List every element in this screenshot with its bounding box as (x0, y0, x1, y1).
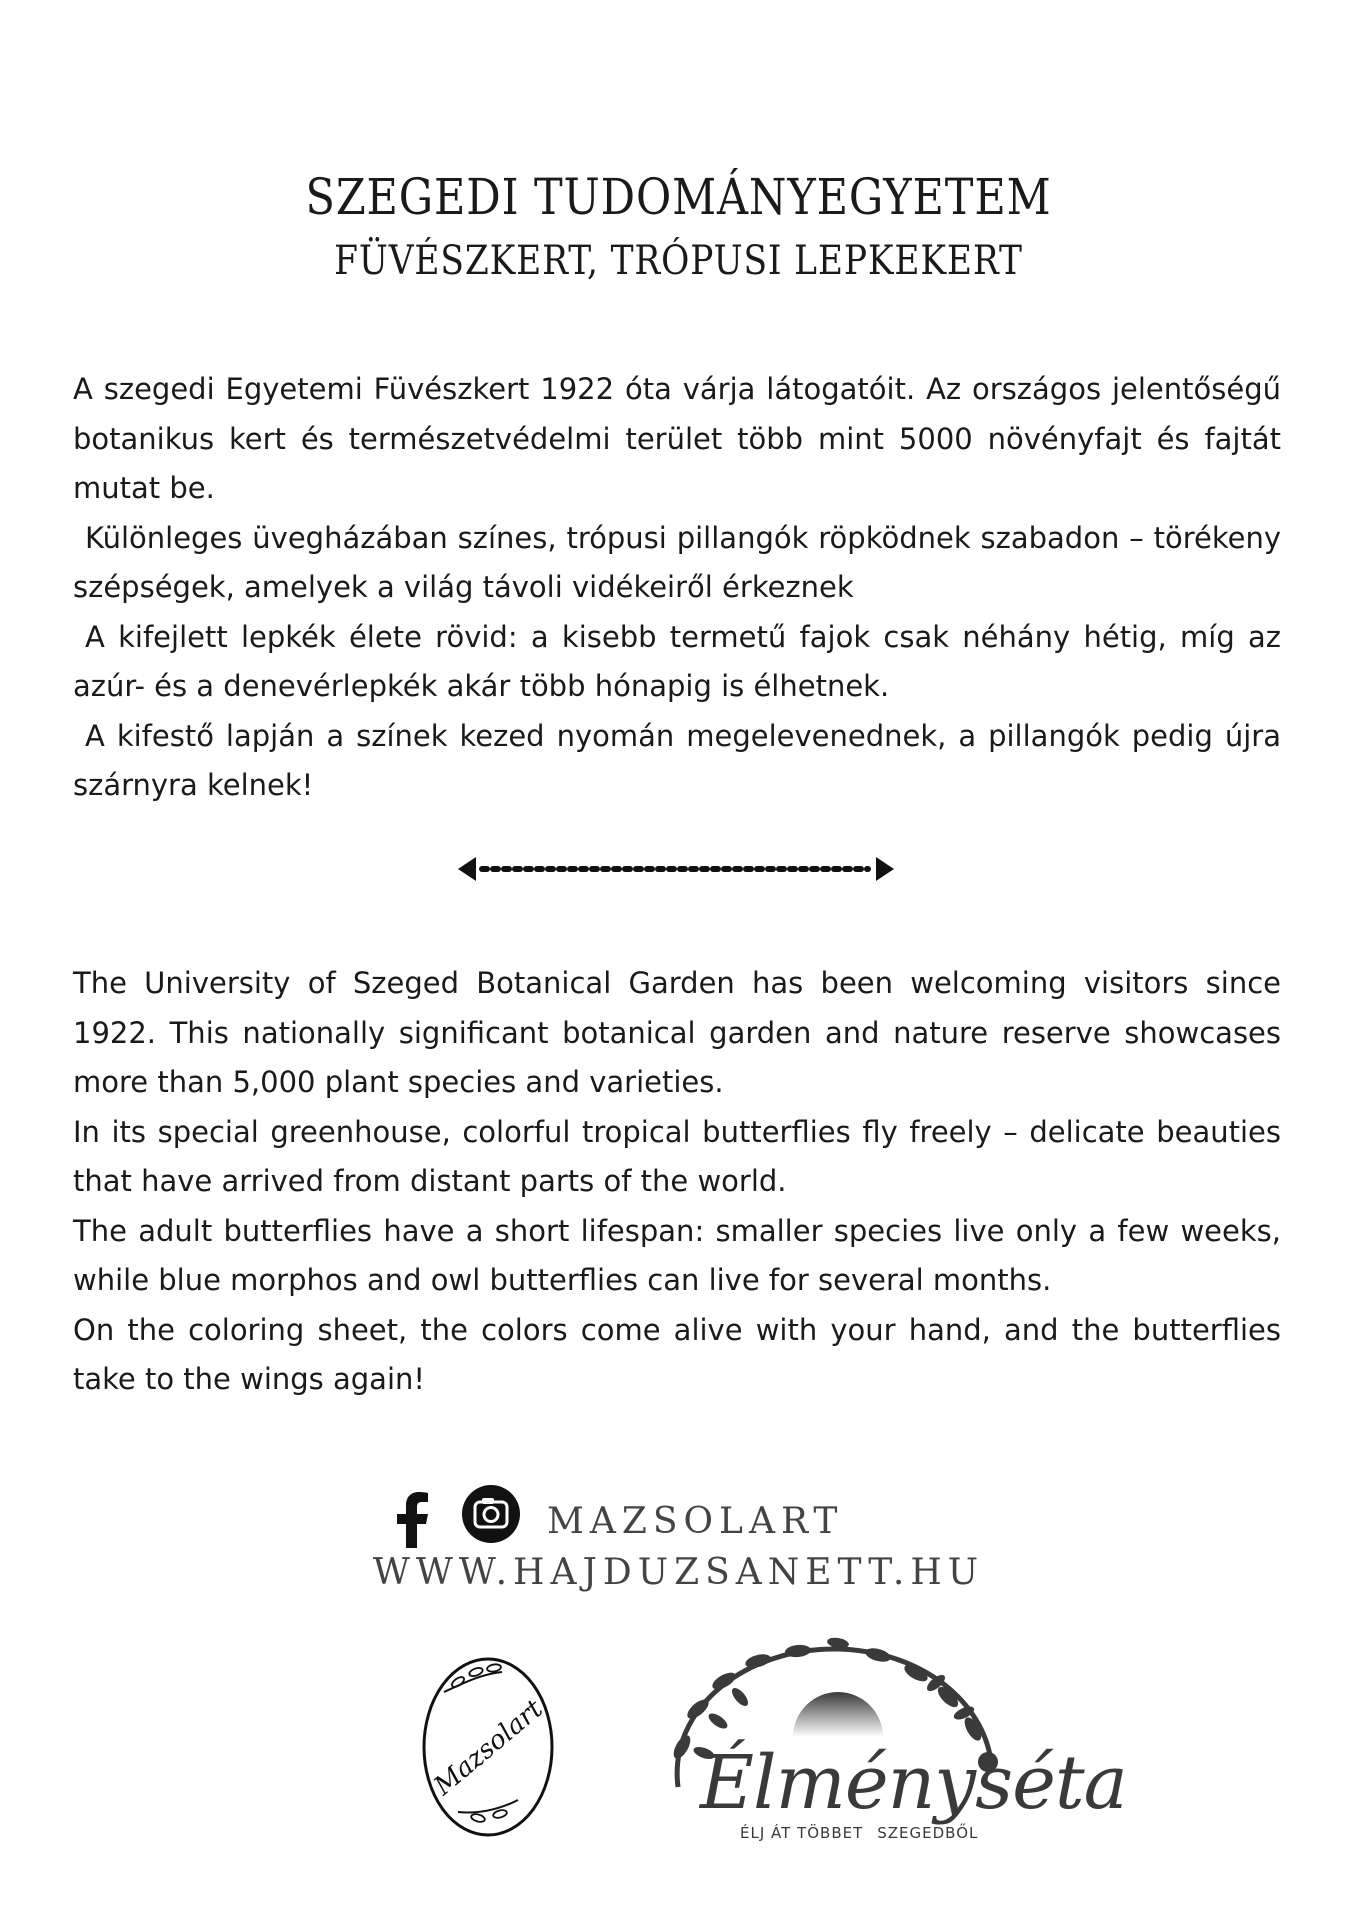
english-text (73, 959, 1281, 1405)
instagram-icon[interactable] (461, 1484, 521, 1544)
elmenyseta-tagline (740, 1824, 978, 1842)
hu-paragraph-1: A szegedi Egyetemi Füvészkert 1922 óta várja látogatóit. Az országos jelentőségű botanikus kert és természetvédelmi terület több mint 5000 növényfajt és fajtát mutat be. (73, 372, 1281, 505)
en-paragraph-1: The University of Szeged Botanical Garden has been welcoming visitors since 1922. This nationally significant botanical garden and nature reserve showcases more than 5,000 plant species and varieties. (73, 966, 1281, 1099)
hungarian-text (73, 365, 1281, 811)
en-paragraph-4: On the coloring sheet, the colors come alive with your hand, and the butterflies take to the wings again! (73, 1312, 1281, 1396)
en-paragraph-3: The adult butterflies have a short lifespan: smaller species live only a few weeks, while blue morphos and owl butterflies can live for several months. (73, 1213, 1281, 1297)
mazsolart-logo-text: Mazsolart (428, 1694, 549, 1802)
tagline-part-2: SZEGEDBŐL (877, 1824, 979, 1842)
hu-paragraph-4: A kifestő lapján a színek kezed nyomán megelevenednek, a pillangók pedig újra szárnyra kelnek! (73, 718, 1281, 802)
facebook-icon[interactable] (395, 1492, 429, 1548)
en-paragraph-2: In its special greenhouse, colorful tropical butterflies fly freely – delicate beauties that have arrived from distant parts of the world. (73, 1114, 1281, 1198)
page-subtitle: FÜVÉSZKERT, TRÓPUSI LEPKEKERT (334, 238, 1023, 284)
tagline-part-1: ÉLJ ÁT TÖBBET (740, 1824, 864, 1842)
website-link[interactable]: WWW.HAJDUZSANETT.HU (372, 1552, 985, 1593)
mazsolart-logo (418, 1652, 558, 1842)
elmenyseta-logo-text: Élményséta (700, 1740, 1127, 1826)
social-handle[interactable]: MAZSOLART (547, 1501, 844, 1542)
double-arrow-icon (458, 853, 894, 885)
social-row (395, 1484, 995, 1554)
page-title: SZEGEDI TUDOMÁNYEGYETEM (305, 168, 1052, 226)
hu-paragraph-2: Különleges üvegházában színes, trópusi pillangók röpködnek szabadon – törékeny szépségek, amelyek a világ távoli vidékeiről érkeznek (73, 520, 1281, 604)
hu-paragraph-3: A kifejlett lepkék élete rövid: a kisebb termetű fajok csak néhány hétig, míg az azúr- és a denevérlepkék akár több hónapig is élhetnek. (73, 619, 1281, 703)
